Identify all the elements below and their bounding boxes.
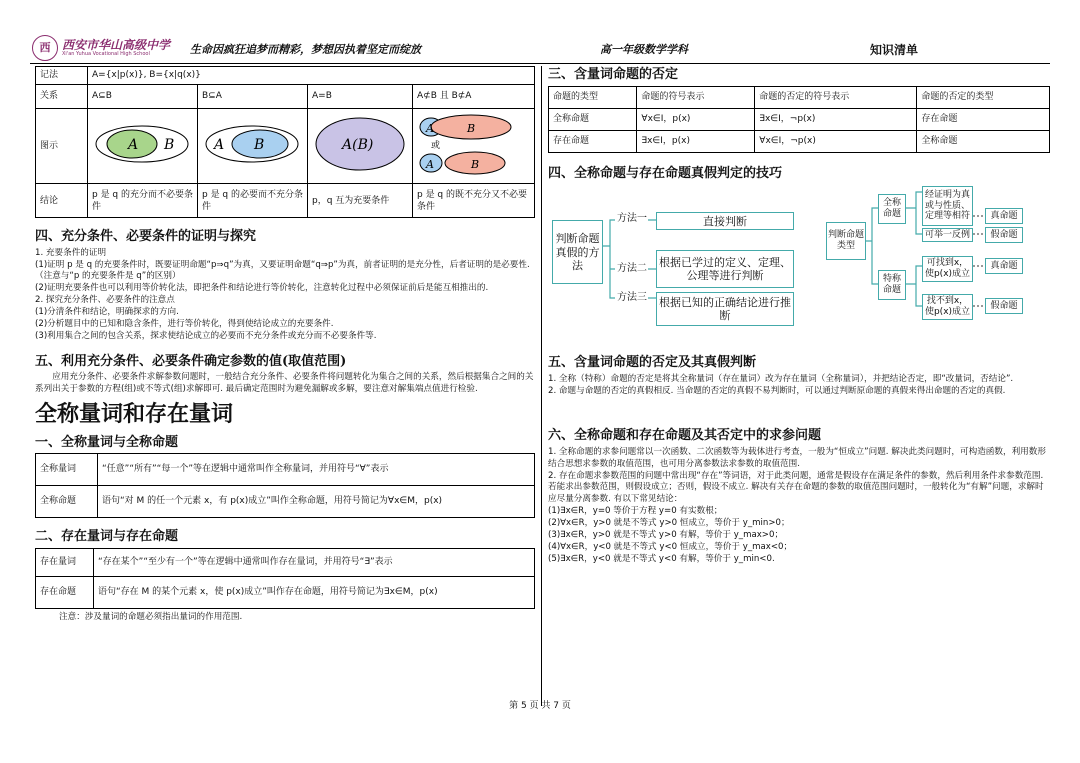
r-sec3-title: 三、含量词命题的否定: [548, 67, 679, 82]
r-sec6-line: (2)∀x∈R，y>0 就是不等式 y>0 恒成立，等价于 y_min>0；: [548, 518, 790, 529]
result-box: 假命题: [985, 298, 1023, 314]
section-4-title: 四、充分条件、必要条件的证明与探究: [35, 229, 257, 245]
sec5-text: 应用充分条件、必要条件求解参数问题时，一般结合充分条件、必要条件将问题转化为集合之间的关系，然后根据集合之间的关系列出关于参数的方程(组)或不等式(组)求解即可. 最后确定范围时为避免漏解或多解，要注意对解集端点值进行检验.: [35, 372, 534, 394]
method-diagram: [548, 186, 1050, 336]
sec4-line: (1)分清条件和结论，明确探求的方向.: [35, 306, 179, 317]
method-box: 根据已知的正确结论进行推断: [656, 292, 794, 326]
sub1-title: 一、全称量词与全称命题: [35, 434, 179, 450]
svg-text:A: A: [426, 122, 434, 135]
existential-table: 存在量词 “存在某个”“至少有一个”等在逻辑中通常叫作存在量词，并用符号“∃”表示 存在命题 语句“存在 M 的某个元素 x，使 p(x)成立”叫作存在命题，用符号简记为∃x∈M，p(x): [35, 548, 535, 609]
sub2-note: 注意：涉及量词的命题必须指出量词的作用范围.: [59, 611, 243, 622]
sub2-title: 二、存在量词与存在命题: [35, 529, 179, 545]
venn-neither: [413, 109, 535, 184]
svg-text:A: A: [426, 158, 434, 171]
r-sec5-title: 五、含量词命题的否定及其真假判断: [548, 355, 757, 371]
venn-b-subset-a: [198, 109, 308, 184]
type-root: 判断命题类型: [826, 222, 866, 260]
svg-text:B: B: [164, 137, 175, 153]
cond-box: 可找到x，使p(x)成立: [922, 256, 973, 282]
r-sec6-line: 1. 全称命题的求参问题常以一次函数、二次函数等为载体进行考查，一般为“恒成立”问题. 解决此类问题时，可构造函数，利用数形结合思想求参数的取值范围，也可用分离参数法求参数的取值范围.: [548, 446, 1046, 469]
r-sec6-title: 六、全称命题和存在命题及其否定中的求参问题: [548, 428, 822, 444]
section-5-title: 五、利用充分条件、必要条件确定参数的值(取值范围): [35, 353, 347, 369]
judge-method-root: 判断命题真假的方法: [552, 220, 603, 284]
svg-text:B: B: [471, 158, 480, 171]
sec4-line: 1. 充要条件的证明: [35, 247, 107, 258]
type-universal: 全称命题: [878, 194, 906, 224]
method-box: 根据已学过的定义、定理、公理等进行判断: [656, 250, 794, 288]
motto: 生命因疯狂追梦而精彩，梦想因执着坚定而绽放: [190, 43, 421, 56]
method-label: 方法三: [617, 292, 647, 304]
venn-a-equal-b: [308, 109, 413, 184]
r-sec6-line: (1)∃x∈R，y=0 等价于方程 y=0 有实数根；: [548, 506, 723, 517]
school-name: 西安市华山高级中学: [62, 38, 171, 52]
result-box: 真命题: [985, 208, 1023, 224]
r-sec6-line: 2. 存在命题求参数范围的问题中常出现“存在”等词语，对于此类问题，通常是假设存在满足条件的参数，然后利用条件求参数范围. 若能求出参数范围，则假设成立；否则，假设不成立. 解决有关存在命题的参数的取值范围问题时，一般转化为“有解”问题，求解时应尽量分离参数. 有以下常见结论：: [548, 470, 1044, 505]
school-name-en: Xi'an Yuhua Vocational High School: [62, 51, 150, 57]
r-sec6-line: (3)∃x∈R，y>0 就是不等式 y>0 有解，等价于 y_max>0；: [548, 529, 784, 540]
r-sec6-line: (5)∃x∈R，y<0 就是不等式 y<0 有解，等价于 y_min<0.: [548, 553, 775, 564]
svg-text:B: B: [254, 137, 265, 153]
result-box: 假命题: [985, 227, 1023, 243]
sec4-line: 2. 探究充分条件、必要条件的注意点: [35, 295, 175, 306]
sec4-line: (3)利用集合之间的包含关系，探求使结论成立的必要而不充分条件或充分而不必要条件等.: [35, 330, 377, 341]
sec4-line: (2)证明充要条件也可以利用等价转化法，即把条件和结论进行等价转化，注意转化过程中必须保证前后是能互相推出的.: [35, 283, 489, 294]
page-header: [30, 34, 1050, 64]
sec4-line: (2)分析题目中的已知和隐含条件，进行等价转化，得到使结论成立的充要条件.: [35, 318, 334, 329]
doc-type: 知识清单: [870, 43, 919, 57]
big-title: 全称量词和存在量词: [35, 401, 234, 427]
page-number: 第 5 页 共 7 页: [509, 701, 571, 711]
column-divider: [541, 66, 542, 706]
r-sec6-line: (4)∀x∈R，y<0 就是不等式 y<0 恒成立，等价于 y_max<0；: [548, 541, 793, 552]
svg-text:B: B: [467, 122, 476, 135]
cond-box: 找不到x，使p(x)成立: [922, 294, 973, 320]
sec4-line: (1)证明 p 是 q 的充要条件时，既要证明命题“p⇒q”为真，又要证明命题“q⇒p”为真，前者证明的是充分性，后者证明的是必要性.（注意与“p 的充要条件是 q”的区别）: [35, 259, 530, 282]
universal-table: 全称量词 “任意”“所有”“每一个”等在逻辑中通常叫作全称量词，并用符号“∀”表示 全称命题 语句“对 M 的任一个元素 x，有 p(x)成立”叫作全称命题，用符号简记为∀x∈M，p(x): [35, 453, 535, 518]
method-box: 直接判断: [656, 212, 794, 230]
svg-text:A: A: [128, 137, 139, 153]
svg-text:A(B): A(B): [342, 137, 374, 153]
svg-text:或: 或: [431, 141, 441, 151]
type-existential: 特称命题: [878, 270, 906, 300]
right-column: [548, 66, 1050, 566]
r-sec5-line: 2. 命题与命题的否定的真假相反. 当命题的否定的真假不易判断时，可以通过判断原命题的真假来得出命题的否定的真假.: [548, 385, 1006, 396]
result-box: 真命题: [985, 258, 1023, 274]
svg-text:A: A: [214, 137, 225, 153]
left-column: [35, 66, 535, 623]
school-logo: 西: [32, 35, 58, 61]
cond-box: 经证明为真或与性质、定理等相符: [922, 186, 973, 226]
venn-a-subset-b: [88, 109, 198, 184]
cond-box: 可举一反例: [922, 228, 973, 242]
subject: 高一年级数学学科: [600, 43, 688, 56]
method-label: 方法一: [617, 213, 647, 225]
negation-table: 命题的类型 命题的符号表示 命题的否定的符号表示 命题的否定的类型 全称命题 ∀x∈I，p(x) ∃x∈I，¬p(x) 存在命题 存在命题 ∃x∈I，p(x) ∀x∈I，¬p(x) 全称命题: [548, 86, 1050, 153]
r-sec4-title: 四、全称命题与存在命题真假判定的技巧: [548, 165, 783, 181]
method-label: 方法二: [617, 263, 647, 275]
condition-table: 记法 A={x|p(x)}, B={x|q(x)} 关系 A⊆B B⊆A A=B A⊄B 且 B⊄A 图示 A B A B A(B) A B 或 A B 结论 p 是 q 的充分而不必要条件 p 是 q 的必要而不充分条件 p，q 互为充要条件 p 是 q 的既不充分又不必要条件: [35, 66, 535, 218]
r-sec5-line: 1. 全称（特称）命题的否定是将其全称量词（存在量词）改为存在量词（全称量词），并把结论否定，即“改量词，否结论”.: [548, 373, 1014, 384]
